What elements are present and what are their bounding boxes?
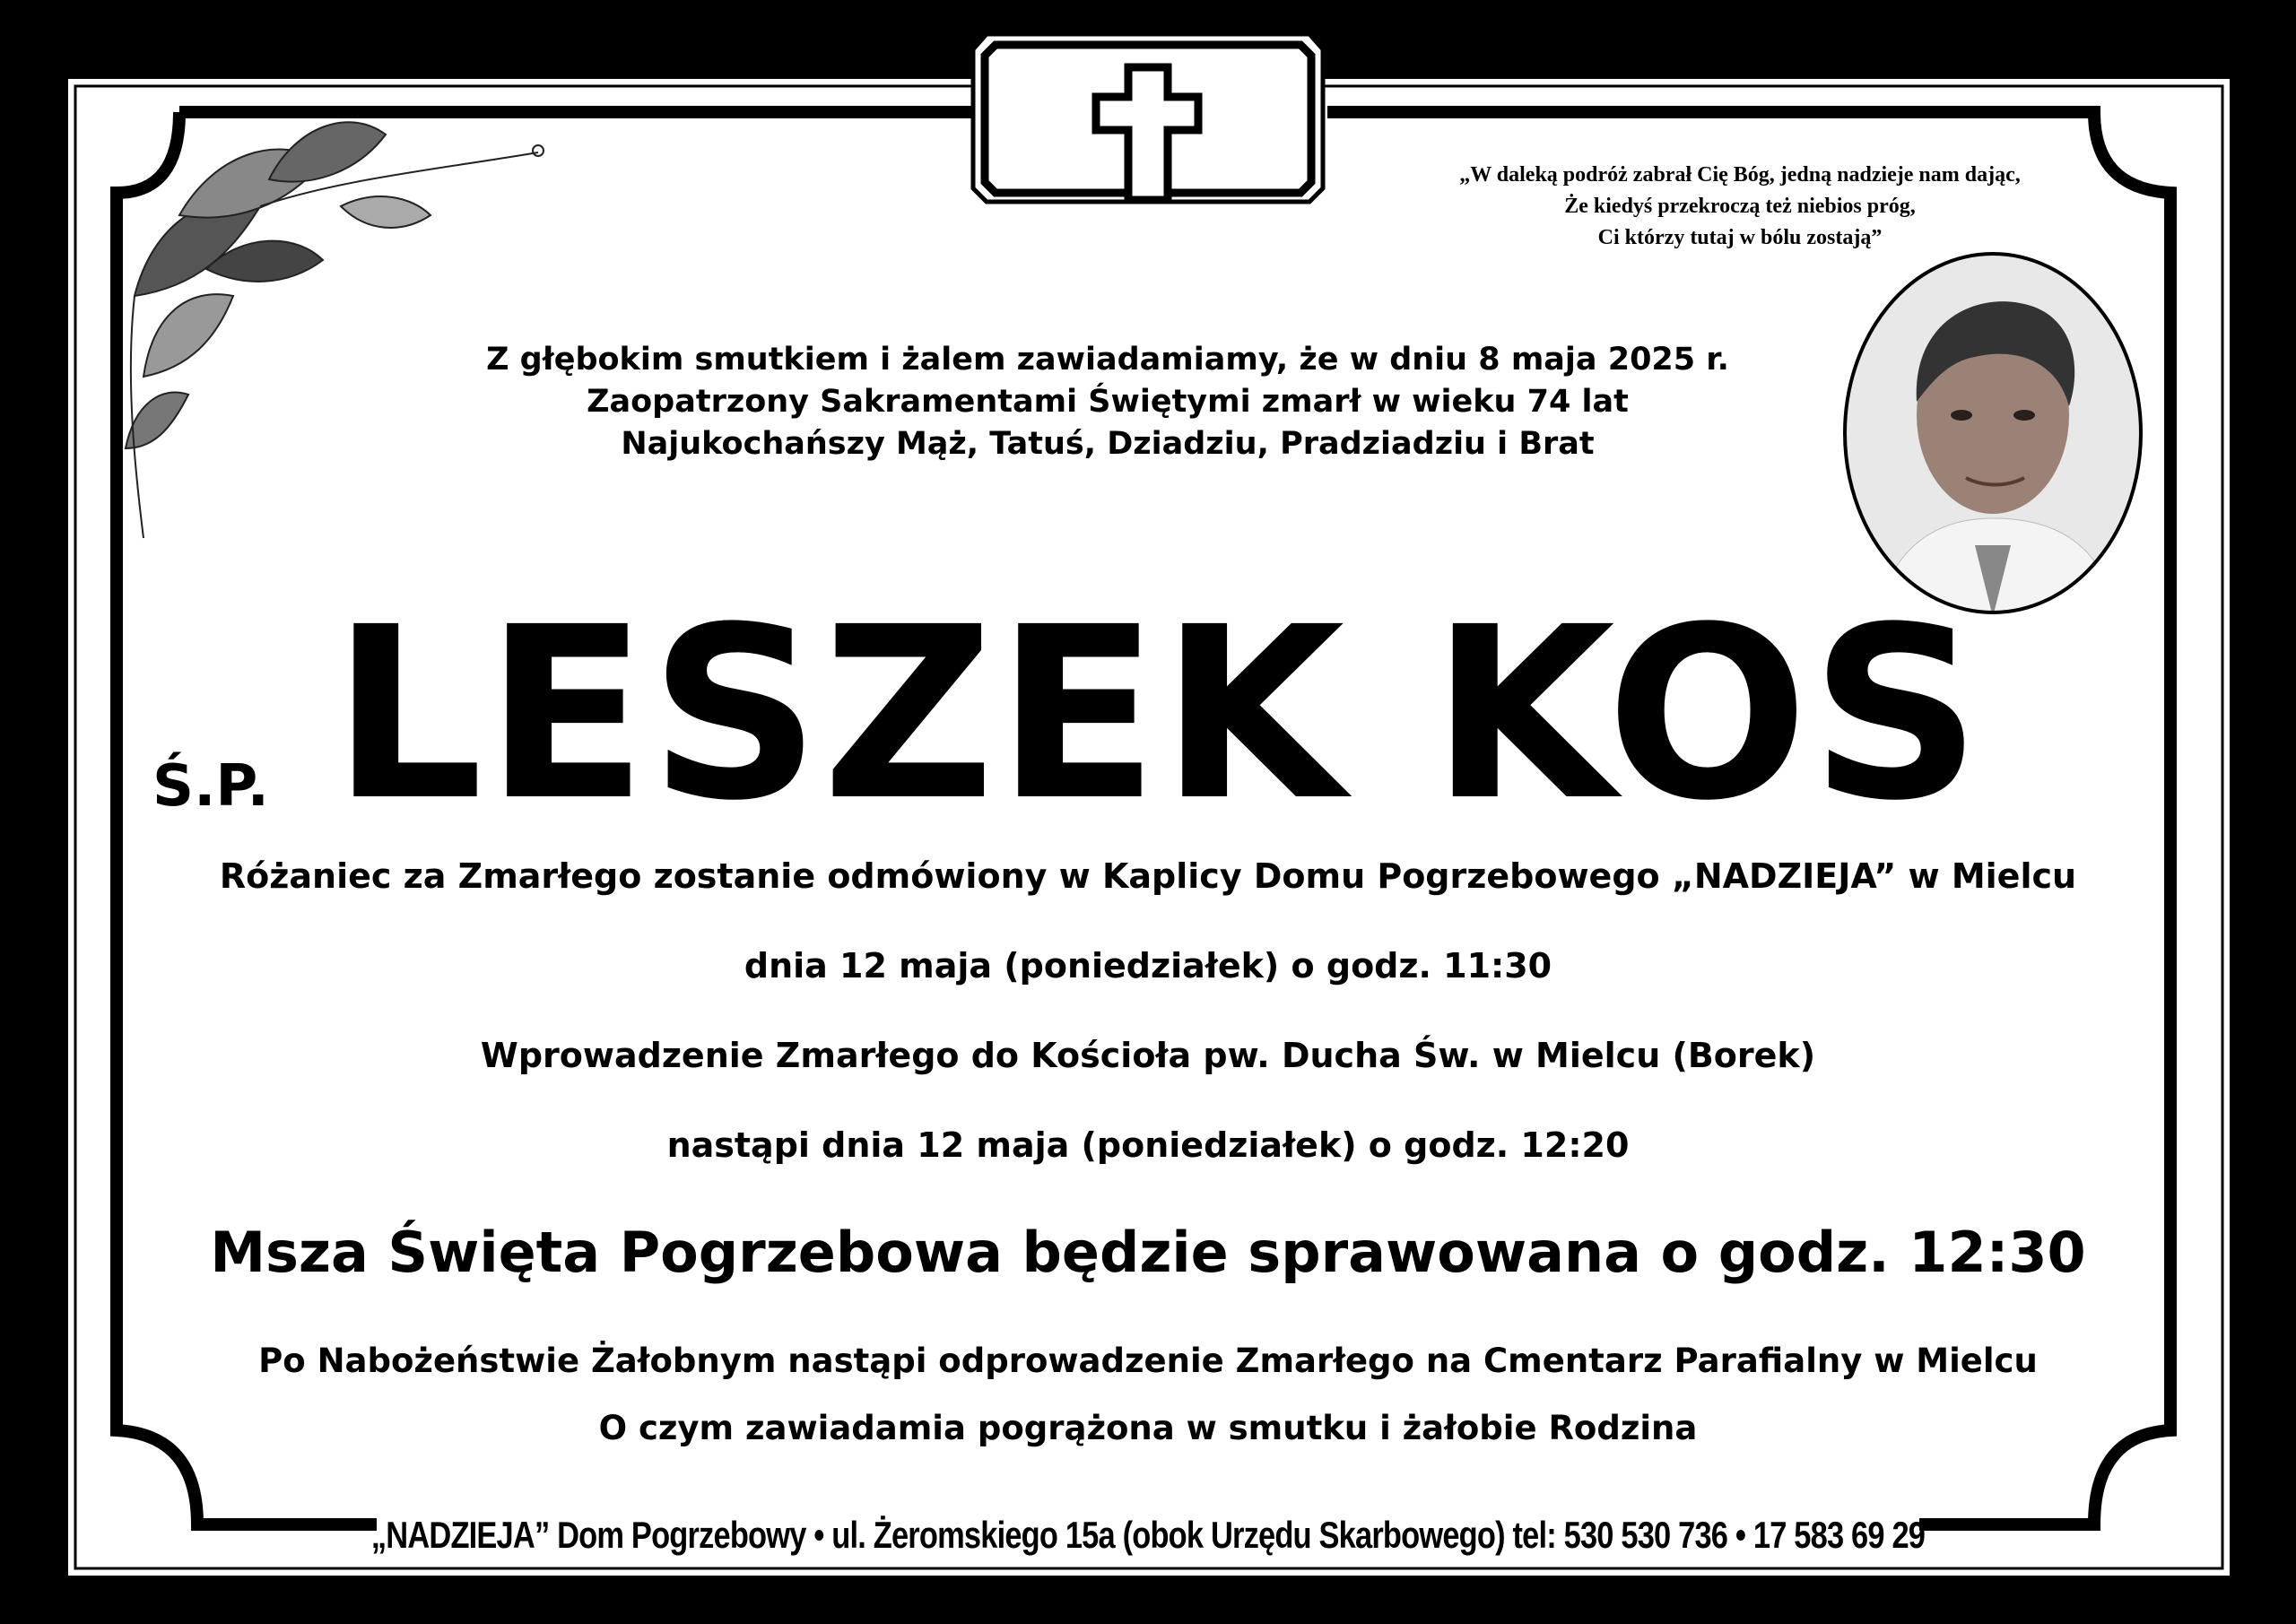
announcement-intro — [278, 339, 1937, 465]
ceremony-details — [108, 856, 2188, 1215]
poem-line: Ci którzy tutaj w bólu zostają” — [1597, 226, 1883, 249]
detail-line: nastąpi dnia 12 maja (poniedziałek) o godz. 12:20 — [666, 1125, 1630, 1165]
prefix-sp: Ś.P. — [152, 753, 269, 820]
closing-line: Po Nabożeństwie Żałobnym nastąpi odprowadzenie Zmarłego na Cmentarz Parafialny w Mielcu — [258, 1342, 2038, 1380]
poem-line: Że kiedyś przekroczą też niebios próg, — [1564, 195, 1916, 218]
intro-line: Najukochańszy Mąż, Tatuś, Dziadziu, Pradziadziu i Brat — [621, 426, 1595, 462]
funeral-home-footer: „NADZIEJA” Dom Pogrzebowy • ul. Żeromskiego 15a (obok Urzędu Skarbowego) tel: 530 530 736 • 17 583 69 29 — [370, 1514, 1926, 1556]
detail-line: Wprowadzenie Zmarłego do Kościoła pw. Ducha Św. w Mielcu (Borek) — [480, 1036, 1816, 1075]
closing-line: O czym zawiadamia pogrążona w smutku i żałobie Rodzina — [598, 1409, 1698, 1447]
mass-announcement: Msza Święta Pogrzebowa będzie sprawowana o godz. 12:30 — [210, 1220, 2086, 1285]
intro-line: Zaopatrzony Sakramentami Świętymi zmarł w wieku 74 lat — [587, 384, 1629, 420]
poem-quote — [1292, 160, 2188, 254]
deceased-name: LESZEK KOS — [332, 577, 1984, 853]
detail-line: dnia 12 maja (poniedziałek) o godz. 11:30 — [744, 946, 1552, 986]
closing-text — [108, 1327, 2188, 1462]
intro-line: Z głębokim smutkiem i żalem zawiadamiamy, że w dniu 8 maja 2025 r. — [486, 342, 1729, 378]
poem-line: „W daleką podróż zabrał Cię Bóg, jedną nadzieje nam dając, — [1459, 163, 2021, 187]
detail-line: Różaniec za Zmarłego zostanie odmówiony w Kaplicy Domu Pogrzebowego „NADZIEJA” w Mielcu — [219, 856, 2077, 896]
